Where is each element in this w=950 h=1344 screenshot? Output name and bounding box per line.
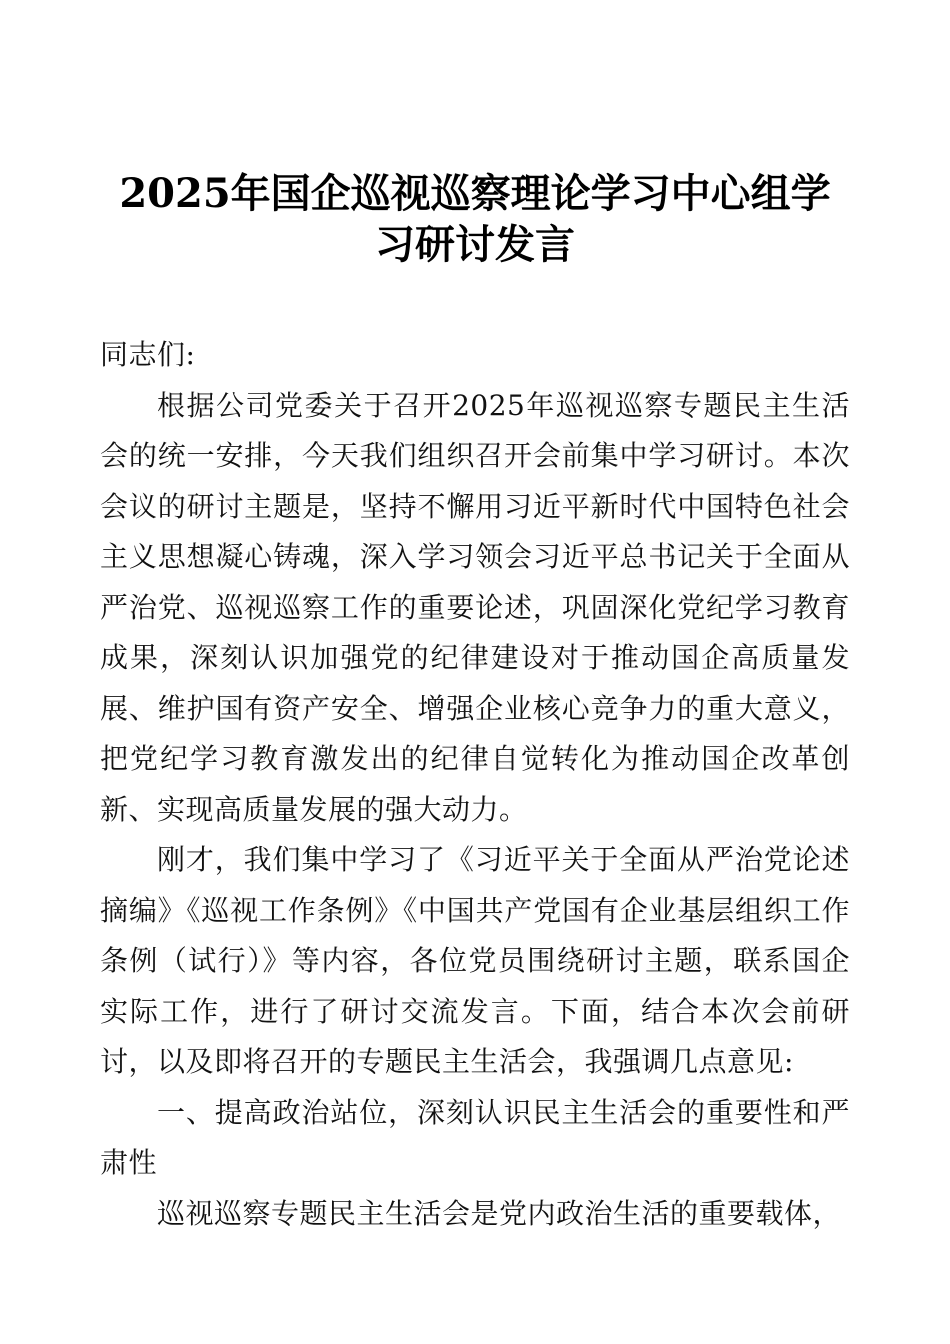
paragraph-section-1: 巡视巡察专题民主生活会是党内政治生活的重要载体， [157, 1196, 842, 1230]
document-body [100, 330, 850, 1239]
document-title [100, 168, 850, 270]
title-line-2: 习研讨发言 [375, 221, 575, 268]
section-heading-1: 一、提高政治站位，深刻认识民主生活会的重要性和严肃性 [100, 1095, 850, 1179]
title-line-1: 2025年国企巡视巡察理论学习中心组学 [119, 170, 831, 217]
salutation: 同志们: [100, 338, 196, 371]
paragraph-study: 刚才，我们集中学习了《习近平关于全面从严治党论述摘编》《巡视工作条例》《中国共产党国有企业基层组织工作条例（试行）》等内容，各位党员围绕研讨主题，联系国企实际工作，进行了研讨交流发言。下面，结合本次会前研讨，以及即将召开的专题民主生活会，我强调几点意见: [100, 843, 850, 1078]
paragraph-intro: 根据公司党委关于召开2025年巡视巡察专题民主生活会的统一安排，今天我们组织召开会前集中学习研讨。本次会议的研讨主题是，坚持不懈用习近平新时代中国特色社会主义思想凝心铸魂，深入学习领会习近平总书记关于全面从严治党、巡视巡察工作的重要论述，巩固深化党纪学习教育成果，深刻认识加强党的纪律建设对于推动国企高质量发展、维护国有资产安全、增强企业核心竞争力的重大意义，把党纪学习教育激发出的纪律自觉转化为推动国企改革创新、实现高质量发展的强大动力。 [100, 388, 850, 826]
